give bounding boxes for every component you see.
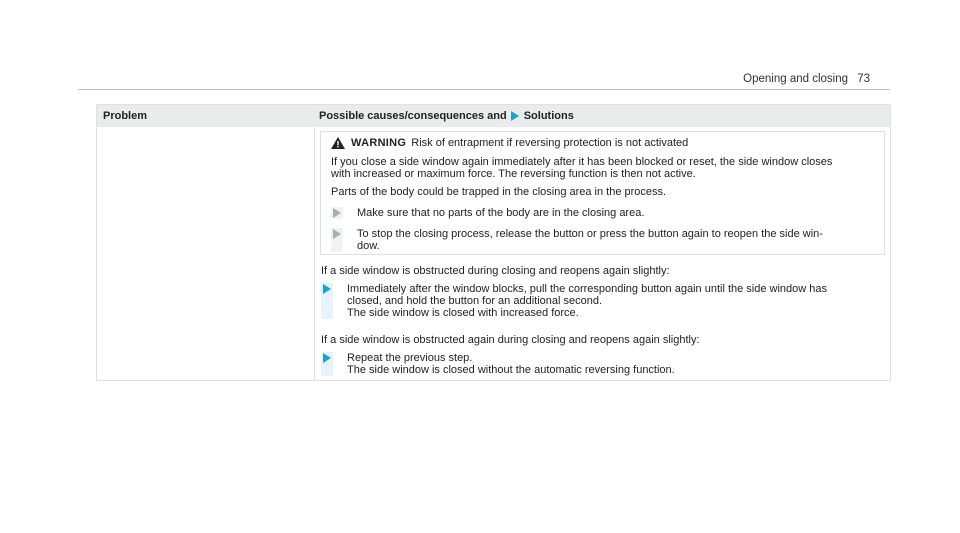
column-divider [314,127,315,380]
play-arrow-icon [333,229,341,239]
warning-body-line: with increased or maximum force. The reversing function is then not active. [331,168,696,180]
column-header-problem: Problem [103,110,148,122]
action-step-text [335,283,827,319]
action-step-text [335,352,675,376]
condition-text: If a side window is obstructed during closing and reopens again slightly: [321,265,670,277]
section-title: Opening and closing [743,73,848,85]
action-step-line: Repeat the previous step. [347,352,473,364]
warning-label: WARNING [351,137,407,149]
play-arrow-icon [511,111,519,121]
page-header [78,70,890,90]
warning-title: Risk of entrapment if reversing protection is not activated [411,137,689,149]
column-header-solutions-prefix: Possible causes/consequences and [319,110,507,122]
action-step-line: The side window is closed without the automatic reversing function. [347,364,675,376]
warning-body [331,156,832,180]
condition-text: If a side window is obstructed again during closing and reopens again slightly: [321,334,700,346]
problem-solutions-table [96,104,891,381]
warning-body-line: If you close a side window again immediately after it has been blocked or reset, the side window closes [331,156,833,168]
warning-step-text [345,228,823,252]
warning-heading [331,137,688,149]
action-step-line: Immediately after the window blocks, pull the corresponding button again until the side window has [347,283,827,295]
warning-step-text: Make sure that no parts of the body are in the closing area. [357,207,645,219]
table-header [97,105,890,127]
warning-step-line: To stop the closing process, release the button or press the button again to reopen the side win- [357,228,823,240]
page-number: 73 [857,73,870,85]
warning-step-line: dow. [357,240,380,252]
warning-step [331,228,823,252]
action-step [321,283,827,319]
play-arrow-icon [333,208,341,218]
play-arrow-icon [323,353,331,363]
action-step-line: closed, and hold the button for an additional second. [347,295,603,307]
warning-step [331,207,644,219]
warning-triangle-icon [331,137,345,149]
action-step-line: The side window is closed with increased force. [347,307,579,319]
action-step [321,352,675,376]
warning-box [320,131,885,255]
column-header-solutions-suffix: Solutions [523,110,574,122]
warning-body-line: Parts of the body could be trapped in the closing area in the process. [331,186,667,198]
play-arrow-icon [323,284,331,294]
column-header-solutions [319,110,574,122]
